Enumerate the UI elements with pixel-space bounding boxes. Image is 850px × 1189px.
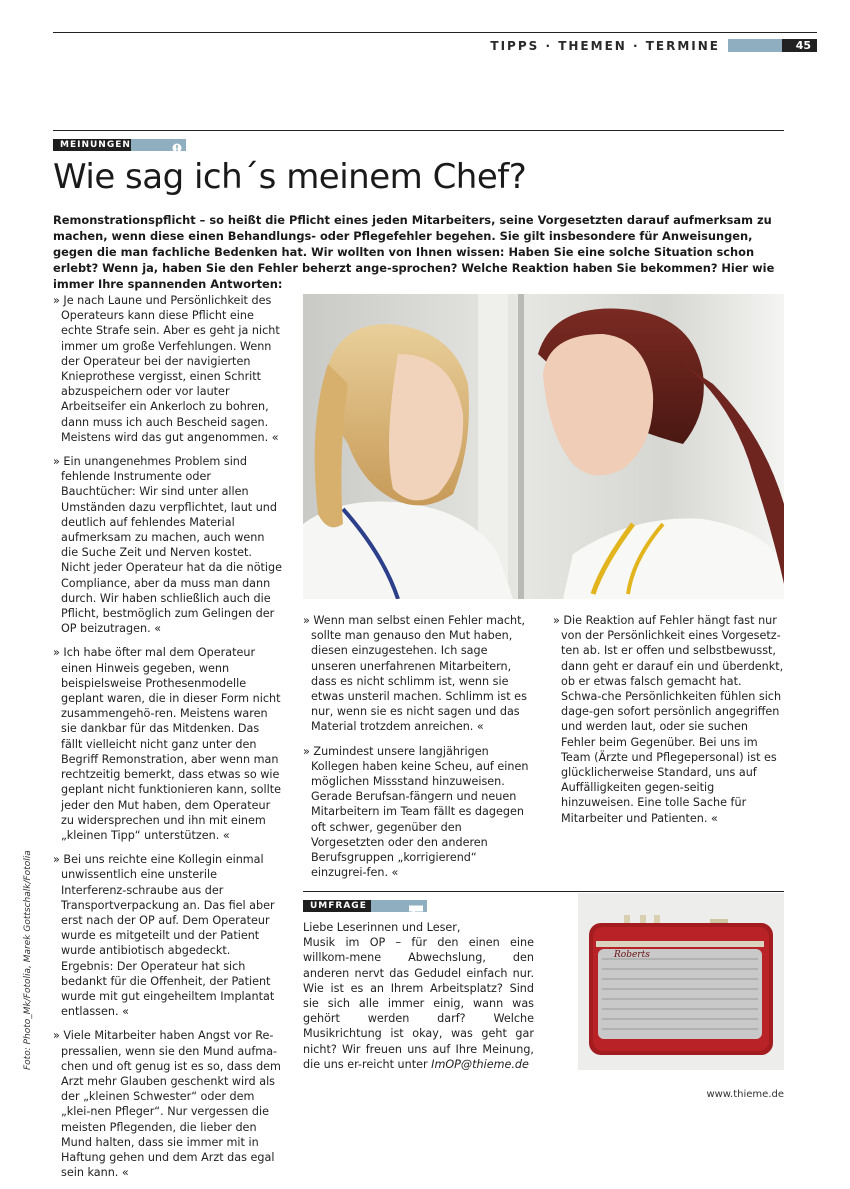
column-3	[553, 613, 784, 835]
section-tag: MEINUNGEN	[53, 139, 131, 151]
umfrage-rule	[303, 891, 784, 892]
section-nav: TIPPS · THEMEN · TERMINE	[490, 39, 720, 53]
quote: » Ein unangenehmes Problem sind fehlende Instrumente oder Bauchtücher: Wir sind unter allen Umständen dazu verpflichtet, laut und deutlich auf fehlendes Material aufmerksam zu machen, auch wenn die Suche Zeit und Nerven kostet. Nicht jeder Operateur hat da die nötige Compliance, aber da muss man dann durch. Wir haben schließlich auch die Pflicht, bestmöglich zum Gelingen der OP beizutragen. «	[53, 455, 283, 636]
quote: » Wenn man selbst einen Fehler macht, sollte man genauso den Mut haben, diesen einzugestehen. Ich sage unseren unerfahrenen Mitarbeitern, dass es nicht schlimm ist, wenn sie etwas unsteril machen. Schlimm ist es nur, wenn sie es nicht sagen und das Material trotzdem anreichen. «	[303, 614, 527, 734]
quote: » Bei uns reichte eine Kollegin einmal unwissentlich eine unsterile Interferenz-schraube aus der Transportverpackung an. Das fiel aber erst nach der OP auf. Dem Operateur wurde es mitgeteilt und der Patient wurde antibiotisch abgedeckt. Ergebnis: Der Operateur hat sich bedankt für die Offenheit, der Patient wurde mit gut eingeheiltem Implantat entlassen. «	[53, 853, 275, 1019]
speech-bubble-icon	[371, 903, 427, 915]
article-intro: Remonstrationspflicht – so heißt die Pflicht eines jeden Mitarbeiters, seine Vorgesetzten darauf aufmerksam zu machen, wenn diese einen Behandlungs- oder Pflegefehler begehen. Sie gilt insbesondere für Anweisungen, gegen die man fachliche Bedenken hat. Wir wollten von Ihnen wissen: Haben Sie eine solche Situation schon erlebt? Wenn ja, haben Sie den Fehler beherzt ange-sprochen? Welche Reaktion haben Sie bekommen? Hier wie immer Ihre spannenden Antworten:	[53, 213, 775, 291]
page-number: 45	[782, 39, 817, 52]
radio-brand-logo: Roberts	[614, 950, 650, 960]
photo-credit: Foto: Photo_Mk/Fotolia, Marek Gottschalk/Fotolia	[23, 850, 33, 1070]
nurses-photo	[303, 294, 784, 599]
radio-photo	[578, 893, 784, 1070]
header-rule	[53, 32, 817, 33]
quote: » Die Reaktion auf Fehler hängt fast nur von der Persönlichkeit eines Vorgesetz-ten ab. Ist er offen und selbstbewusst, dann geht er darauf ein und überdenkt, ob er etwas falsch gemacht hat. Schwa-che Persönlichkeiten fühlen sich dage-gen sofort persönlich angegriffen und werden laut, oder sie suchen Fehler beim Gegenüber. Bei uns im Team (Ärzte und Pflegepersonal) ist es glücklicherweise Standard, uns auf Auffälligkeiten gegen-seitig hinzuweisen. Eine tolle Sache für Mitarbeiter und Patienten. «	[553, 614, 784, 825]
umfrage-email[interactable]: ImOP@thieme.de	[431, 1057, 529, 1071]
column-1	[53, 293, 284, 1189]
umfrage-tag-bar	[371, 900, 427, 912]
footer-url[interactable]: www.thieme.de	[706, 1089, 784, 1100]
quote: » Zumindest unsere langjährigen Kollegen haben keine Scheu, auf einen möglichen Missstand hinzuweisen. Gerade Berufsan-fängern und neuen Mitarbeitern im Team fällt es dagegen oft schwer, gegenüber den Vorgesetzten oder den anderen Berufsgruppen „korrigierend“ einzugrei-fen. «	[303, 744, 529, 880]
umfrage-text: Musik im OP – für den einen eine willkom-mene Abwechslung, den anderen nervt das Gedudel einfach nur. Wie ist es an Ihrem Arbeitsplatz? Sind sie sich alle immer einig, wann was gehört werden darf? Welche Musikrichtung ist okay, was geht gar nicht? Wir freuen uns auf Ihre Meinung, die uns er-reicht unter	[303, 936, 534, 1071]
umfrage-body	[303, 920, 534, 1072]
quote: » Viele Mitarbeiter haben Angst vor Re-pressalien, wenn sie den Mund aufma-chen und oft genug ist es so, dass dem Arzt mehr Glauben geschenkt wird als der „kleinen Schwester“ oder dem „klei-nen Pfleger“. Nur vergessen die meisten Pflegenden, die lieber den Mund halten, dass sie immer mit in Haftung gehen und dem Arzt das egal sein kann. «	[53, 1029, 281, 1180]
quote: » Je nach Laune und Persönlichkeit des Operateurs kann diese Pflicht eine echte Strafe sein. Aber es geht ja nicht immer um große Verfehlungen. Wenn der Operateur bei der navigierten Knieprothese vergisst, einen Schritt abzuspeichern oder vor lauter Arbeitseifer ein Ankerloch zu bohren, dann muss ich auch Bescheid sagen. Meistens wird das gut angenommen. «	[53, 294, 280, 444]
section-rule	[53, 130, 784, 131]
alert-icon	[131, 142, 186, 154]
header-accent-bar	[728, 39, 782, 52]
umfrage-greeting: Liebe Leserinnen und Leser,	[303, 921, 461, 934]
article-title: Wie sag ich´s meinem Chef?	[53, 157, 527, 197]
section-tag-bar	[131, 139, 186, 151]
quote: » Ich habe öfter mal dem Operateur einen Hinweis gegeben, wenn beispielsweise Prothesenmodelle geplant waren, die in dieser Form nicht zusammengehö-ren. Meistens waren sie dankbar für das Mitdenken. Das fällt vielleicht nicht ganz unter den Begriff Remonstration, aber wenn man rechtzeitig bemerkt, dass etwas so wie geplant nicht funktionieren kann, sollte jeder den Mut haben, dem Operateur zu widersprechen und ihn mit einem „kleinen Tipp“ unterstützen. «	[53, 646, 281, 842]
column-2	[303, 613, 534, 889]
umfrage-tag: UMFRAGE	[303, 900, 371, 912]
